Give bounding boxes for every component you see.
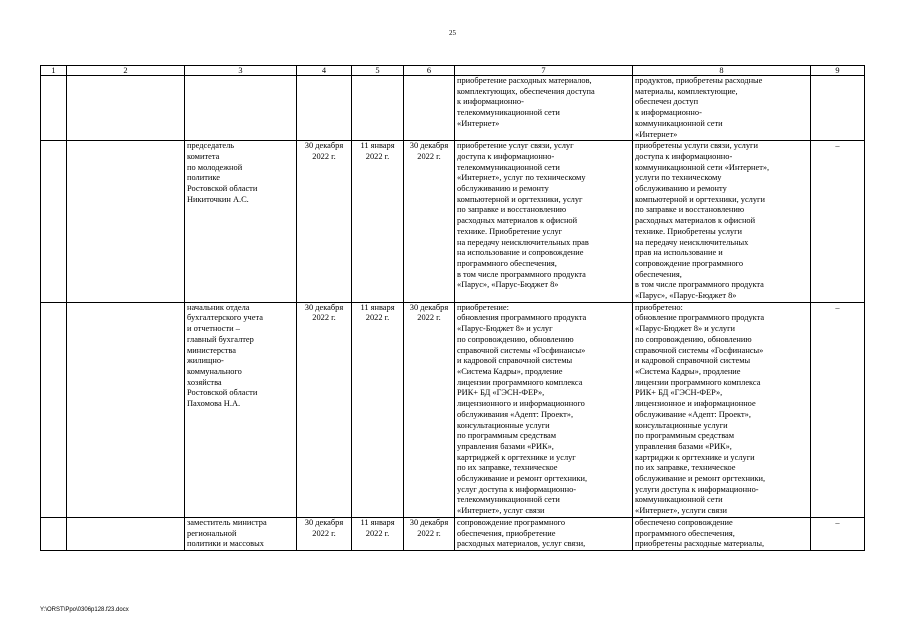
cell-text-line: обслуживание и ремонт оргтехники, xyxy=(457,474,588,484)
cell-date-end xyxy=(404,141,455,303)
col-number-3: 3 xyxy=(185,66,297,76)
cell-text-line: в том числе программного продукта xyxy=(457,269,586,279)
cell-text-line: лицензионного и информационного xyxy=(457,399,585,409)
col-number-1: 1 xyxy=(41,66,67,76)
cell-text-line: программного обеспечения, xyxy=(635,528,735,538)
document-table xyxy=(40,65,865,551)
cell-actual-result xyxy=(633,76,811,141)
cell-text-line: комплектующих, обеспечения доступа xyxy=(457,86,595,96)
cell-text-line: Никиточкин А.С. xyxy=(187,194,249,204)
cell-actual-result xyxy=(633,141,811,303)
cell-text-line: «Интернет», услуг по техническому xyxy=(457,173,586,183)
cell-executor-empty xyxy=(67,302,185,517)
cell-text-line: телекоммуникационной сети xyxy=(457,108,560,118)
table-row xyxy=(41,141,865,303)
cell-text-line: 30 декабря xyxy=(304,517,344,527)
page-number: 25 xyxy=(449,29,456,37)
cell-text-line: управления базами «РИК», xyxy=(635,441,732,451)
cell-text-line: политики и массовых xyxy=(187,539,264,549)
cell-text-line: обеспечен доступ xyxy=(635,97,699,107)
cell-text-line: приобретение услуг связи, услуг xyxy=(457,141,574,151)
cell-text-line: 30 декабря xyxy=(409,517,449,527)
cell-text-line: услуги доступа к информационно- xyxy=(635,484,759,494)
cell-text-line: 30 декабря xyxy=(304,302,344,312)
cell-text-line: заместитель министра xyxy=(187,517,267,527)
cell-text-line: расходных материалов к офисной xyxy=(457,216,578,226)
cell-text-line: доступа к информационно- xyxy=(457,151,555,161)
cell-text-line: справочной системы «Госфинансы» xyxy=(457,345,586,355)
cell-note xyxy=(811,76,865,141)
cell-text-line: «Интернет», услуг связи xyxy=(457,506,545,516)
cell-date-start xyxy=(352,76,404,141)
cell-text-line: коммунального xyxy=(187,366,242,376)
cell-text-line: обеспечения, xyxy=(635,269,682,279)
table-row xyxy=(41,76,865,141)
cell-text-line: комитета xyxy=(187,151,220,161)
cell-text-line: обеспечения, приобретение xyxy=(457,528,556,538)
cell-text-line: обслуживания «Адепт: Проект», xyxy=(457,409,574,419)
cell-text-line: «Парус», «Парус-Бюджет 8» xyxy=(635,291,737,301)
cell-text-line: 2022 г. xyxy=(312,528,336,538)
cell-text-line: 2022 г. xyxy=(312,151,336,161)
cell-date-planned xyxy=(297,76,352,141)
cell-text-line: телекоммуникационной сети xyxy=(457,162,560,172)
cell-text-line: и кадровой справочной системы xyxy=(457,356,573,366)
cell-date-end xyxy=(404,302,455,517)
cell-text-line: по заправке и восстановлению xyxy=(457,205,567,215)
cell-text-line: региональной xyxy=(187,528,237,538)
cell-text-line: справочной системы «Госфинансы» xyxy=(635,345,764,355)
cell-date-planned xyxy=(297,141,352,303)
cell-text-line: услуги по техническому xyxy=(635,173,722,183)
cell-text-line: доступа к информационно- xyxy=(635,151,733,161)
cell-note: – xyxy=(811,517,865,550)
cell-text-line: министерства xyxy=(187,345,236,355)
cell-text-line: «Интернет», услуги связи xyxy=(635,506,728,516)
cell-text-line: обслуживанию и ремонту xyxy=(635,184,727,194)
cell-text-line: председатель xyxy=(187,141,235,151)
cell-text-line: к информационно- xyxy=(457,97,524,107)
cell-text-line: «Интернет» xyxy=(635,129,678,139)
cell-planned-result xyxy=(455,517,633,550)
cell-text-line: 30 декабря xyxy=(409,141,449,151)
cell-text-line: 2022 г. xyxy=(417,151,441,161)
cell-text-line: в том числе программного продукта xyxy=(635,280,764,290)
cell-text-line: 11 января xyxy=(360,141,395,151)
cell-text-line: продуктов, приобретены расходные xyxy=(635,76,763,85)
col-number-4: 4 xyxy=(297,66,352,76)
cell-text-line: начальник отдела xyxy=(187,302,250,312)
cell-text-line: и кадровой справочной системы xyxy=(635,356,751,366)
cell-text-line: лицензионное и информационное xyxy=(635,399,756,409)
cell-text-line: по заправке и восстановлению xyxy=(635,205,745,215)
col-number-8: 8 xyxy=(633,66,811,76)
cell-text-line: Ростовской области xyxy=(187,184,258,194)
cell-responsible-person xyxy=(185,76,297,141)
cell-text-line: по их заправке, техническое xyxy=(457,463,558,473)
cell-text-line: сопровождение программного xyxy=(635,258,744,268)
cell-text-line: приобретены услуги связи, услуги xyxy=(635,141,758,151)
cell-text-line: «Интернет» xyxy=(457,118,500,128)
cell-text-line: хозяйства xyxy=(187,377,222,387)
cell-text-line: приобретено: xyxy=(635,302,683,312)
cell-executor-empty xyxy=(67,141,185,303)
col-number-6: 6 xyxy=(404,66,455,76)
cell-text-line: 2022 г. xyxy=(417,313,441,323)
cell-note: – xyxy=(811,141,865,303)
col-number-5: 5 xyxy=(352,66,404,76)
cell-text-line: РИК+ БД «ГЭСН-ФЕР», xyxy=(457,388,545,398)
cell-text-line: расходных материалов к офисной xyxy=(635,216,756,226)
cell-text-line: по сопровождению, обновлению xyxy=(457,334,574,344)
cell-text-line: и отчетности – xyxy=(187,324,240,334)
cell-text-line: 11 января xyxy=(360,517,395,527)
cell-planned-result xyxy=(455,141,633,303)
cell-text-line: Ростовской области xyxy=(187,388,258,398)
cell-text-line: бухгалтерского учета xyxy=(187,313,263,323)
cell-responsible-person xyxy=(185,517,297,550)
cell-date-start xyxy=(352,517,404,550)
cell-text-line: сопровождение программного xyxy=(457,517,566,527)
cell-text-line: консультационные услуги xyxy=(457,420,550,430)
cell-text-line: компьютерной и оргтехники, услуг xyxy=(457,194,583,204)
cell-text-line: обслуживание «Адепт: Проект», xyxy=(635,409,751,419)
cell-date-start xyxy=(352,302,404,517)
cell-text-line: консультационные услуги xyxy=(635,420,728,430)
cell-text-line: 11 января xyxy=(360,302,395,312)
cell-text-line: «Парус-Бюджет 8» и услуги xyxy=(635,324,736,334)
cell-responsible-person xyxy=(185,141,297,303)
cell-text-line: Пахомова Н.А. xyxy=(187,399,241,409)
cell-date-end xyxy=(404,517,455,550)
cell-text-line: по сопровождению, обновлению xyxy=(635,334,752,344)
cell-text-line: расходных материалов, услуг связи, xyxy=(457,539,586,549)
cell-date-planned xyxy=(297,302,352,517)
file-path-footer: Y:\ORST\Ppo\0306p128.f23.docx xyxy=(40,607,129,613)
cell-text-line: технике. Приобретение услуг xyxy=(457,226,563,236)
cell-number xyxy=(41,141,67,303)
cell-text-line: картриджей к оргтехнике и услуг xyxy=(457,452,576,462)
column-number-row xyxy=(41,66,865,76)
cell-text-line: коммуникационной сети xyxy=(635,495,723,505)
cell-text-line: «Парус», «Парус-Бюджет 8» xyxy=(457,280,559,290)
cell-text-line: обеспечено сопровождение xyxy=(635,517,733,527)
cell-text-line: по программным средствам xyxy=(635,431,735,441)
cell-planned-result xyxy=(455,76,633,141)
cell-text-line: телекоммуникационной сети xyxy=(457,495,560,505)
cell-text-line: 2022 г. xyxy=(365,151,390,161)
cell-text-line: к информационно- xyxy=(635,108,702,118)
cell-text-line: на передачу неисключительных прав xyxy=(457,237,589,247)
cell-text-line: 2022 г. xyxy=(312,313,336,323)
table-row xyxy=(41,302,865,517)
cell-date-planned xyxy=(297,517,352,550)
cell-executor-empty xyxy=(67,76,185,141)
cell-text-line: на передачу неисключительных xyxy=(635,237,749,247)
cell-text-line: картриджи к оргтехнике и услуги xyxy=(635,452,755,462)
cell-text-line: жилищно- xyxy=(187,356,224,366)
cell-text-line: коммуникационной сети xyxy=(635,118,723,128)
col-number-2: 2 xyxy=(67,66,185,76)
cell-text-line: «Система Кадры», продление xyxy=(457,366,563,376)
cell-planned-result xyxy=(455,302,633,517)
cell-responsible-person xyxy=(185,302,297,517)
cell-text-line: 2022 г. xyxy=(365,528,390,538)
cell-text-line: лицензии программного комплекса xyxy=(457,377,583,387)
cell-note: – xyxy=(811,302,865,517)
cell-text-line: на использование и сопровождение xyxy=(457,248,584,258)
cell-text-line: по молодежной xyxy=(187,162,243,172)
cell-text-line: 30 декабря xyxy=(409,302,449,312)
cell-text-line: «Парус-Бюджет 8» и услуг xyxy=(457,324,553,334)
cell-number xyxy=(41,302,67,517)
table-row xyxy=(41,517,865,550)
cell-executor-empty xyxy=(67,517,185,550)
cell-number xyxy=(41,76,67,141)
cell-text-line: обновления программного продукта xyxy=(457,313,587,323)
cell-text-line: приобретены расходные материалы, xyxy=(635,539,765,549)
cell-text-line: обслуживанию и ремонту xyxy=(457,184,549,194)
cell-text-line: приобретение расходных материалов, xyxy=(457,76,592,85)
cell-text-line: политике xyxy=(187,173,220,183)
cell-text-line: материалы, комплектующие, xyxy=(635,86,738,96)
cell-text-line: технике. Приобретены услуги xyxy=(635,226,743,236)
cell-text-line: главный бухгалтер xyxy=(187,334,254,344)
cell-text-line: компьютерной и оргтехники, услуги xyxy=(635,194,765,204)
cell-date-start xyxy=(352,141,404,303)
cell-text-line: по их заправке, техническое xyxy=(635,463,736,473)
cell-text-line: приобретение: xyxy=(457,302,509,312)
cell-actual-result xyxy=(633,517,811,550)
cell-text-line: управления базами «РИК», xyxy=(457,441,554,451)
cell-text-line: 2022 г. xyxy=(417,528,441,538)
cell-text-line: услуг доступа к информационно- xyxy=(457,484,577,494)
col-number-7: 7 xyxy=(455,66,633,76)
col-number-9: 9 xyxy=(811,66,865,76)
cell-text-line: лицензии программного комплекса xyxy=(635,377,761,387)
cell-text-line: по программным средствам xyxy=(457,431,557,441)
cell-text-line: 2022 г. xyxy=(365,313,390,323)
cell-text-line: прав на использование и xyxy=(635,248,723,258)
cell-number xyxy=(41,517,67,550)
cell-actual-result xyxy=(633,302,811,517)
cell-text-line: РИК+ БД «ГЭСН-ФЕР», xyxy=(635,388,723,398)
cell-text-line: коммуникационной сети «Интернет», xyxy=(635,162,770,172)
cell-text-line: «Система Кадры», продление xyxy=(635,366,741,376)
cell-date-end xyxy=(404,76,455,141)
cell-text-line: обновление программного продукта xyxy=(635,313,765,323)
cell-text-line: 30 декабря xyxy=(304,141,344,151)
cell-text-line: программного обеспечения, xyxy=(457,258,557,268)
cell-text-line: обслуживание и ремонт оргтехники, xyxy=(635,474,766,484)
